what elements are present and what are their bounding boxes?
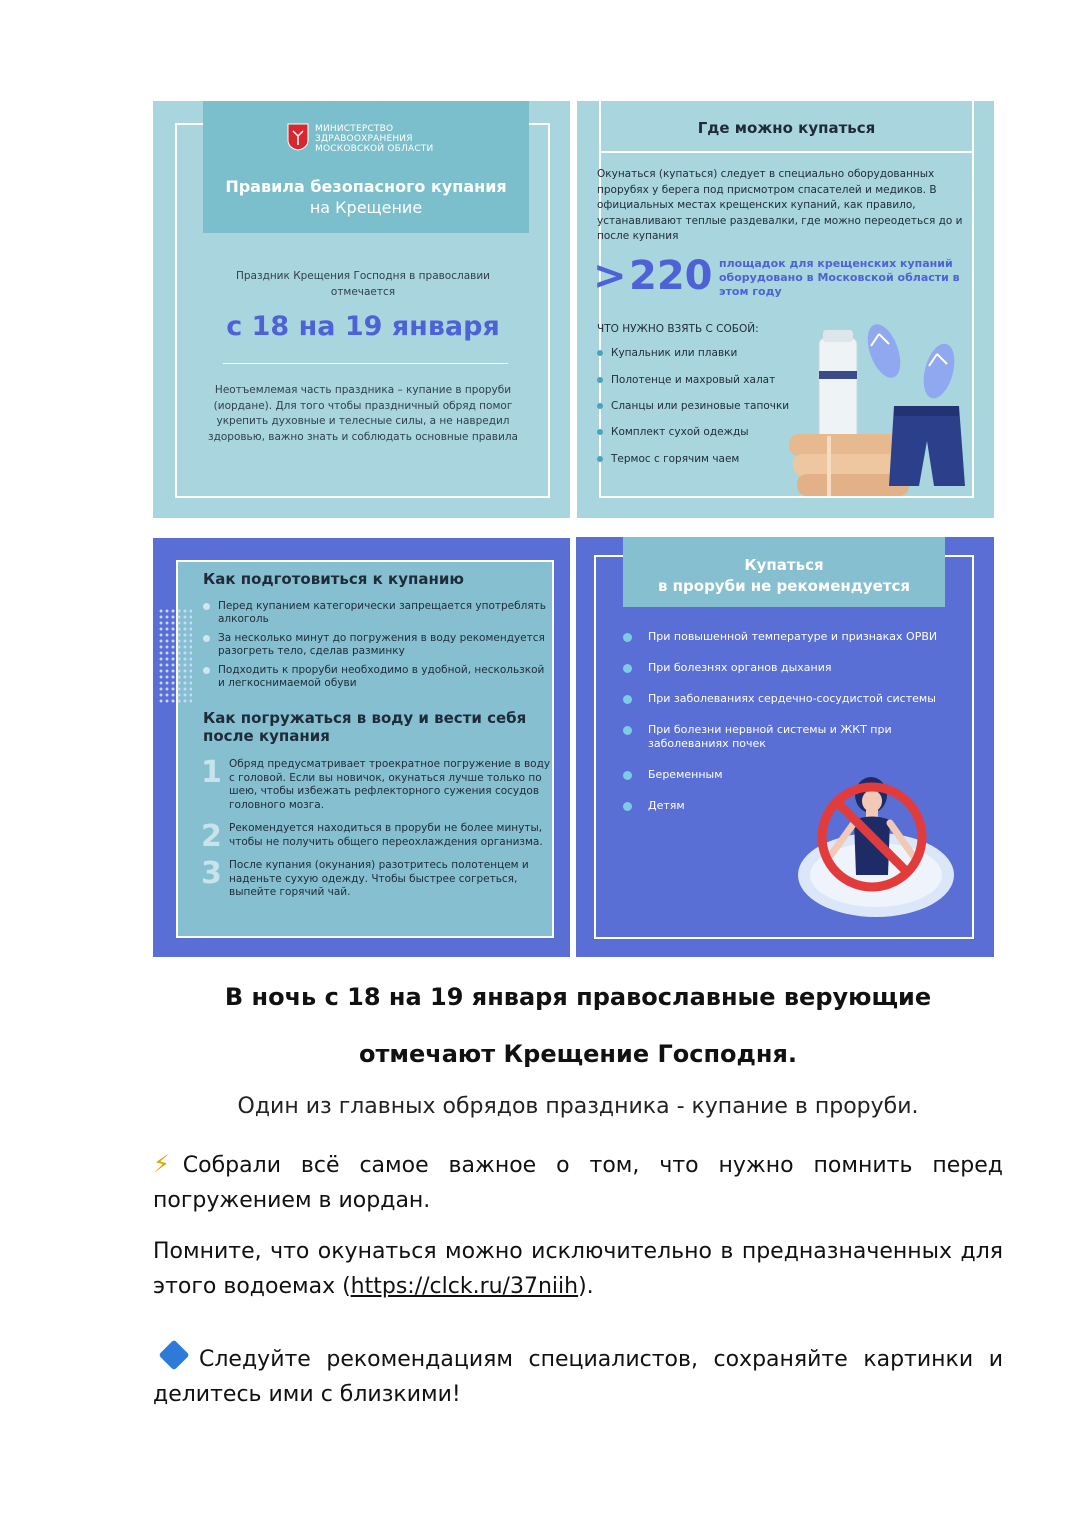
ministry-coat-of-arms-icon — [287, 123, 309, 151]
lightning-icon: ⚡ — [153, 1150, 183, 1178]
step-number: 1 — [201, 755, 222, 790]
list-item: Перед купанием категорически запрещается употреблять алкоголь — [203, 600, 553, 626]
article-subtitle: Один из главных обрядов праздника - купание в проруби. — [237, 1094, 919, 1119]
source-link[interactable]: https://clck.ru/37niih — [350, 1274, 579, 1299]
infographic-preparation — [153, 538, 570, 957]
list-item: Детям — [623, 799, 943, 813]
list-item: При повышенной температуре и признаках ОРВИ — [623, 630, 943, 644]
greater-than-sign: > — [593, 253, 627, 299]
step-text: Обряд предусматривает троекратное погружение в воду с головой. Если вы новичок, окунаться лучше только по шею, чтобы избежать рефлекторного сужения сосудов головного мозга. — [229, 758, 551, 811]
decorative-dots — [158, 608, 192, 703]
divider — [599, 151, 974, 153]
section-heading: Как погружаться в воду и вести себя после купания — [203, 709, 527, 745]
blue-diamond-icon — [158, 1339, 189, 1370]
infographic-rules — [153, 101, 570, 518]
article-heading: В ночь с 18 на 19 января православные верующие — [224, 983, 932, 1011]
list-item: При болезнях органов дыхания — [623, 661, 943, 675]
list-item: При заболеваниях сердечно-сосудистой системы — [623, 692, 943, 706]
holiday-date: с 18 на 19 января — [226, 311, 500, 342]
step-item — [201, 856, 551, 900]
section-heading: Как подготовиться к купанию — [203, 570, 464, 588]
infographic-where-to-bathe — [577, 101, 994, 518]
step-item — [201, 755, 551, 812]
stat-number: 220 — [629, 253, 713, 299]
steps-list — [201, 755, 551, 910]
stat-caption: площадок для крещенских купаний оборудовано в Московской области в этом году — [719, 257, 960, 298]
body-text: Окунаться (купаться) следует в специально оборудованных прорубях у берега под присмотром спасателей и медиков. В официальных местах крещенских купаний, как правило, устанавливают теплые раздевалки, где можно переодеться до и после купания — [597, 168, 963, 242]
panel-heading: Купаться в проруби не рекомендуется — [657, 556, 911, 595]
infographic-contraindications — [576, 537, 994, 957]
list-item: Купальник или плавки — [597, 346, 817, 360]
body-text: Неотъемлемая часть праздника – купание в проруби (иордане). Для того чтобы праздничный обряд помог укрепить духовные и телесные силы, а не навредил здоровью, важно знать и соблюдать основные правила — [208, 384, 518, 443]
list-item: Сланцы или резиновые тапочки — [597, 399, 817, 413]
divider — [223, 363, 508, 364]
article-heading: отмечают Крещение Господня. — [358, 1040, 798, 1068]
checklist-title: ЧТО НУЖНО ВЗЯТЬ С СОБОЙ: — [597, 323, 759, 335]
step-text: После купания (окунания) разотритесь полотенцем и наденьте сухую одежду. Чтобы быстрее согреться, выпейте горячий чай. — [229, 859, 529, 898]
list-item: Термос с горячим чаем — [597, 452, 817, 466]
checklist — [597, 346, 817, 479]
panel-subtitle: на Крещение — [309, 198, 423, 217]
list-item: За несколько минут до погружения в воду рекомендуется разогреть тело, сделав разминку — [203, 632, 553, 658]
article-paragraph: Помните, что окунаться можно исключительно в предназначенных для этого водоемах (https://clck.ru/37niih). — [153, 1239, 1003, 1299]
list-item: При болезни нервной системы и ЖКТ при заболеваниях почек — [623, 723, 943, 751]
list-item: Полотенце и махровый халат — [597, 373, 817, 387]
article-paragraph: Следуйте рекомендациям специалистов, сохраняйте картинки и делитесь ими с близкими! — [153, 1342, 1003, 1412]
list-item: Подходить к проруби необходимо в удобной, нескользкой и легкоснимаемой обуви — [203, 664, 553, 690]
list-item: Беременным — [623, 768, 943, 782]
step-item — [201, 819, 551, 854]
prep-list — [203, 600, 553, 696]
step-number: 3 — [201, 856, 222, 891]
article-paragraph: ⚡Собрали всё самое важное о том, что нужно помнить перед погружением в иордан. — [153, 1150, 1003, 1213]
no-bathing-woman-illustration-icon — [796, 775, 956, 925]
intro-text: Праздник Крещения Господня в православии отмечается — [235, 270, 490, 298]
ministry-name: МИНИСТЕРСТВО ЗДРАВООХРАНЕНИЯ МОСКОВСКОЙ ОБЛАСТИ — [315, 124, 434, 154]
panel-heading: Где можно купаться — [697, 119, 876, 137]
step-number: 2 — [201, 819, 222, 854]
panel-title: Правила безопасного купания — [225, 177, 507, 196]
bath-items-illustration-icon — [789, 316, 989, 501]
step-text: Рекомендуется находиться в проруби не более минуты, чтобы не получить общего переохлаждения организма. — [229, 822, 543, 848]
list-item: Комплект сухой одежды — [597, 425, 817, 439]
